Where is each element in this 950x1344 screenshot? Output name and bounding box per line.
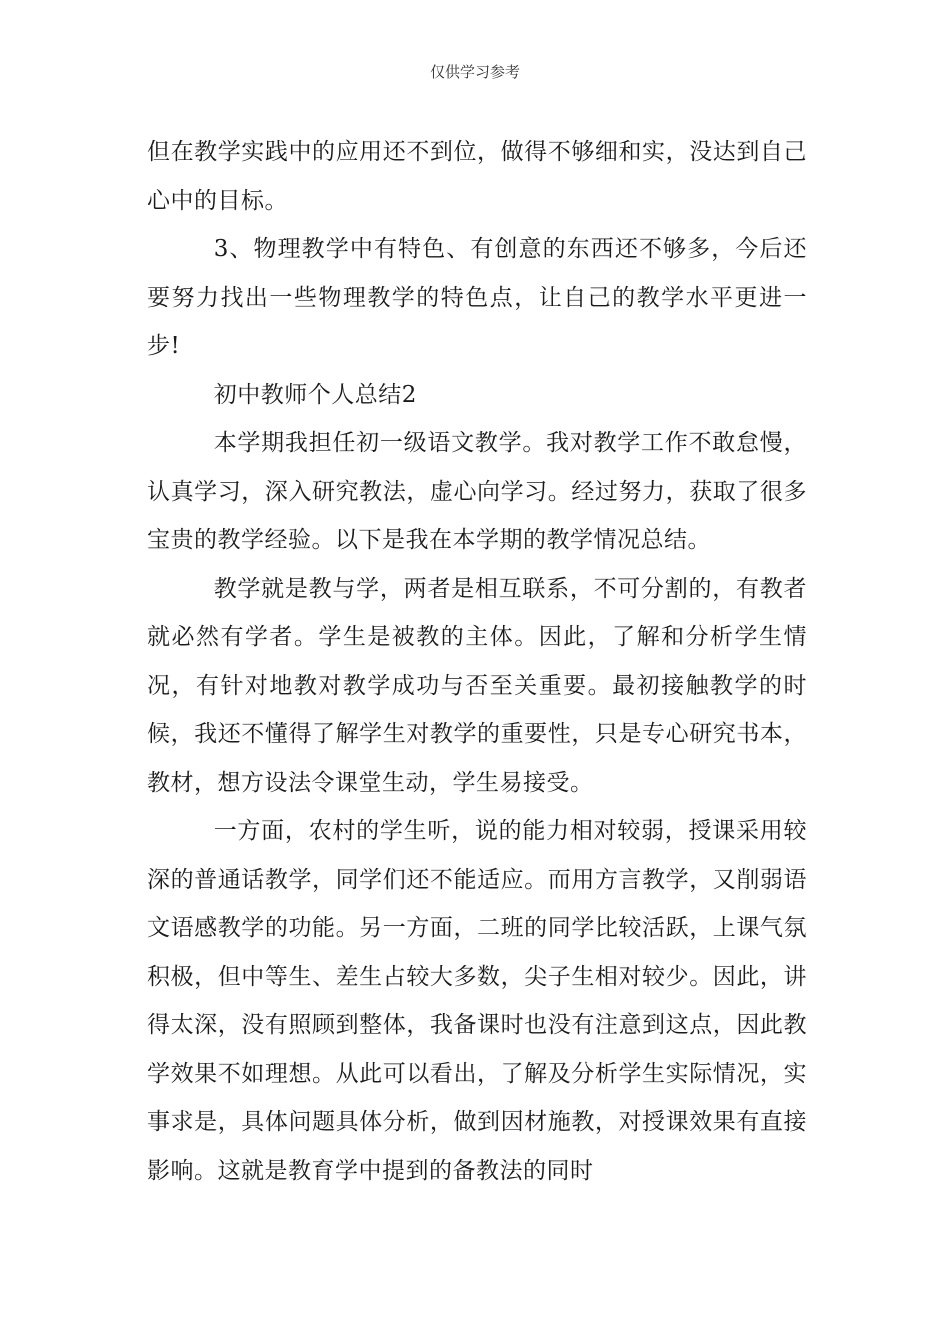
paragraph-intro: 本学期我担任初一级语文教学。我对教学工作不敢怠慢，认真学习，深入研究教法，虚心向学习。经过努力，获取了很多宝贵的教学经验。以下是我在本学期的教学情况总结。	[147, 430, 807, 553]
page-header: 仅供学习参考	[429, 63, 520, 81]
document-body	[147, 128, 807, 1195]
paragraph-one-aspect: 一方面，农村的学生听，说的能力相对较弱，授课采用较深的普通话教学，同学们还不能适应。而用方言教学，又削弱语文语感教学的功能。另一方面，二班的同学比较活跃，上课气氛积极，但中等生、差生占较大多数，尖子生相对较少。因此，讲得太深，没有照顾到整体，我备课时也没有注意到这点，因此教学效果不如理想。从此可以看出，了解及分析学生实际情况，实事求是，具体问题具体分析，做到因材施教，对授课效果有直接影响。这就是教育学中提到的备教法的同时	[147, 818, 807, 1184]
paragraph-item-3: 3、物理教学中有特色、有创意的东西还不够多，今后还要努力找出一些物理教学的特色点，让自己的教学水平更进一步!	[147, 236, 807, 359]
paragraph-teaching-learning: 教学就是教与学，两者是相互联系，不可分割的，有教者就必然有学者。学生是被教的主体。因此，了解和分析学生情况，有针对地教对教学成功与否至关重要。最初接触教学的时候，我还不懂得了解学生对教学的重要性，只是专心研究书本，教材，想方设法令课堂生动，学生易接受。	[147, 575, 807, 796]
paragraph-continuation: 但在教学实践中的应用还不到位，做得不够细和实，没达到自己心中的目标。	[147, 139, 807, 214]
section-title: 初中教师个人总结2	[213, 381, 417, 408]
